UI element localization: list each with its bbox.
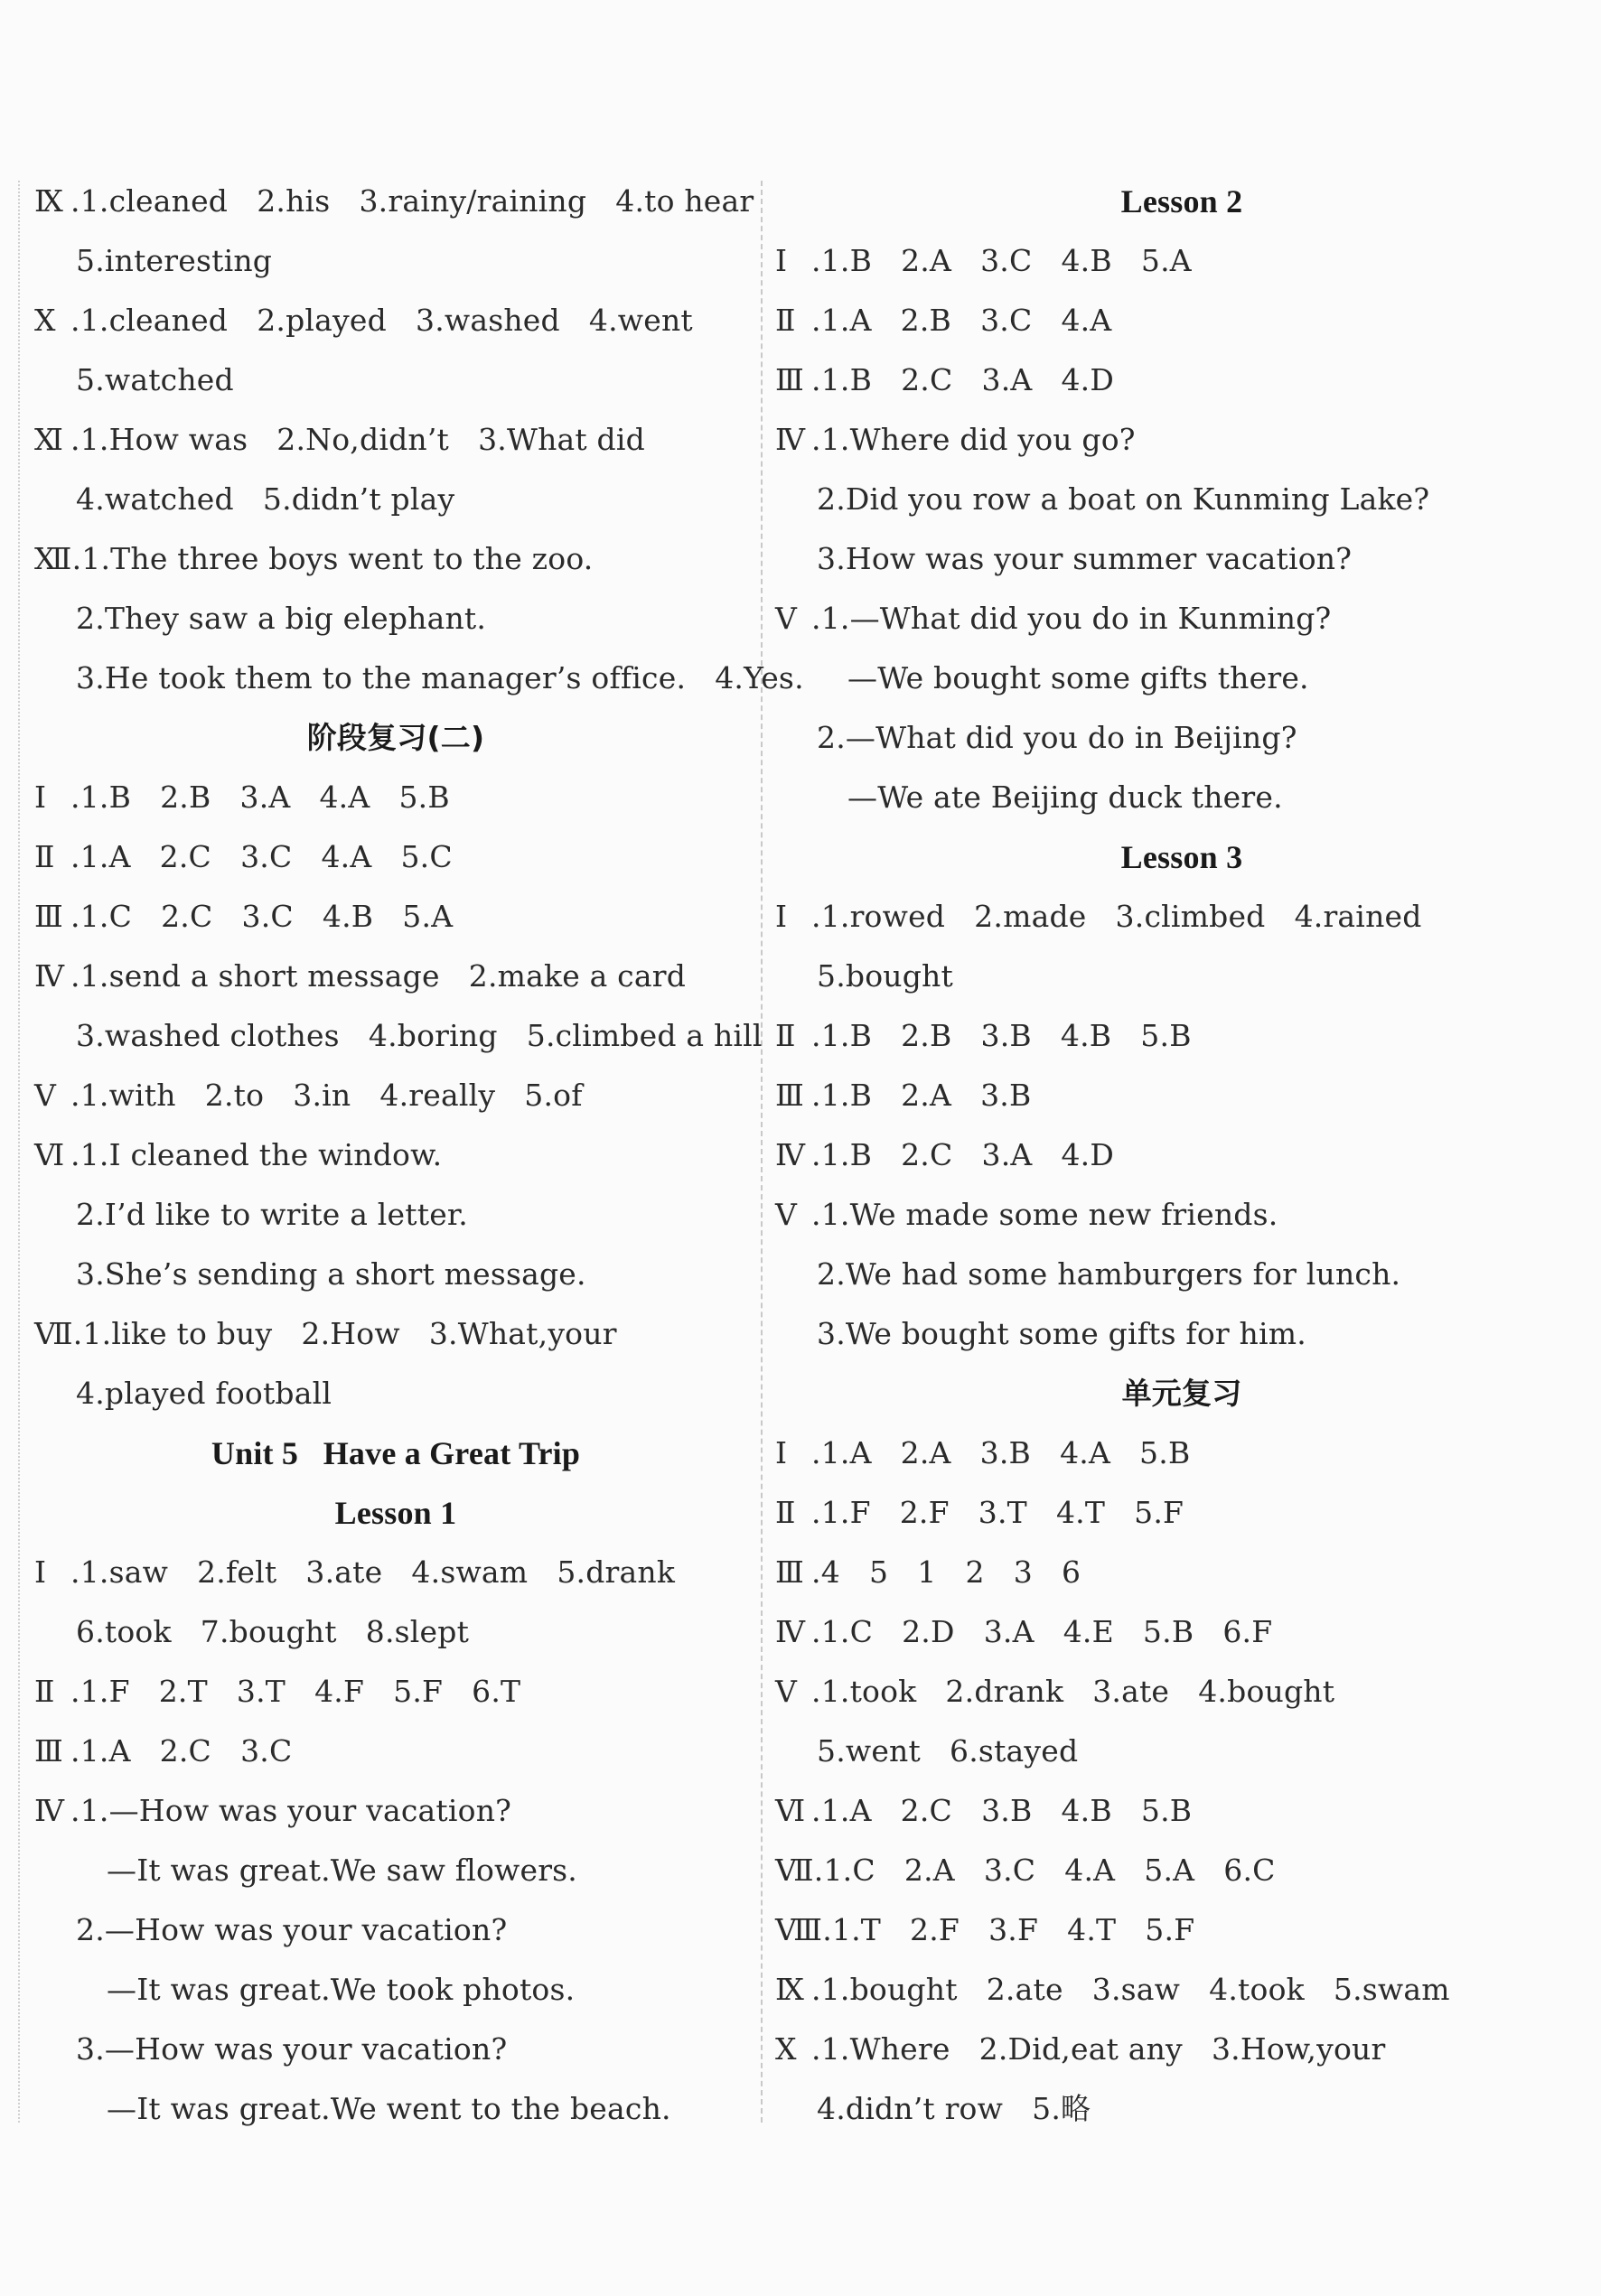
answer-text: .1.send a short message 2.make a card [70,958,687,994]
roman-numeral: Ⅻ [34,541,72,576]
answer-continuation: —It was great.We went to the beach. [107,2091,671,2126]
answer-item [775,1066,1588,1125]
answer-text: .1.A 2.C 3.C 4.A 5.C [70,839,453,874]
answer-text: .1.A 2.B 3.C 4.A [811,303,1112,338]
answer-text: .1.I cleaned the window. [70,1137,443,1172]
answer-item [775,1841,1588,1900]
answer-continuation: 3.We bought some gifts for him. [817,1316,1306,1351]
answer-continuation: —It was great.We saw flowers. [107,1853,577,1888]
roman-numeral: Ⅹ [775,2031,797,2067]
roman-numeral: Ⅰ [775,243,788,278]
roman-numeral: Ⅶ [775,1853,814,1888]
section-heading: Lesson 1 [334,1495,457,1531]
roman-numeral: Ⅳ [775,1614,806,1649]
roman-numeral: Ⅰ [775,899,788,934]
roman-numeral: Ⅸ [775,1972,805,2007]
answer-continuation: 3.She’s sending a short message. [76,1256,586,1292]
answer-item [775,1483,1588,1543]
answer-continuation: —We bought some gifts there. [847,660,1309,695]
answer-text: .1.F 2.T 3.T 4.F 5.F 6.T [70,1674,521,1709]
roman-numeral: Ⅹ [34,303,56,338]
section-heading: Lesson 3 [1120,839,1243,875]
answer-item [775,589,1588,649]
answer-item [775,291,1588,350]
answer-item [775,231,1588,291]
roman-numeral: Ⅷ [775,1912,823,1947]
answer-item [775,1423,1588,1483]
answer-continuation: 2.I’d like to write a letter. [76,1197,468,1232]
answer-item [775,410,1588,470]
answer-continuation: 5.interesting [76,243,273,278]
answer-item [34,1662,757,1722]
section-heading: Unit 5 Have a Great Trip [211,1435,581,1471]
answer-text: .1.saw 2.felt 3.ate 4.swam 5.drank [70,1554,676,1590]
roman-numeral: Ⅳ [34,958,65,994]
answer-text: .1.took 2.drank 3.ate 4.bought [811,1674,1335,1709]
roman-numeral: Ⅱ [775,303,796,338]
roman-numeral: Ⅴ [775,601,798,636]
answer-item [34,887,757,947]
answer-continuation: 4.played football [76,1376,332,1411]
answer-item [775,1602,1588,1662]
answer-item [34,1781,757,1841]
answer-continuation: 2.—How was your vacation? [76,1912,508,1947]
answer-item [775,1960,1588,2020]
answer-item [775,1900,1588,1960]
answer-continuation: —It was great.We took photos. [107,1972,576,2007]
roman-numeral: Ⅳ [775,422,806,457]
roman-numeral: Ⅲ [775,362,805,397]
answer-item [775,2020,1588,2079]
answer-continuation: 2.Did you row a boat on Kunming Lake? [817,481,1430,517]
answer-continuation: 5.went 6.stayed [817,1733,1079,1769]
roman-numeral: Ⅸ [34,183,64,219]
answer-text: .4 5 1 2 3 6 [811,1554,1081,1590]
answer-continuation: 2.They saw a big elephant. [76,601,487,636]
roman-numeral: Ⅶ [34,1316,73,1351]
answer-text: .1.Where did you go? [811,422,1136,457]
section-heading: 单元复习 [1121,1376,1242,1411]
answer-text: .1.B 2.A 3.B [811,1078,1032,1113]
roman-numeral: Ⅴ [775,1197,798,1232]
answer-item [775,887,1588,947]
roman-numeral: Ⅱ [34,1674,55,1709]
answer-item [34,1722,757,1781]
roman-numeral: Ⅵ [775,1793,806,1828]
answer-text: .1.bought 2.ate 3.saw 4.took 5.swam [811,1972,1450,2007]
answer-item [34,172,757,231]
section-heading: Lesson 2 [1120,183,1243,219]
roman-numeral: Ⅱ [34,839,55,874]
answer-text: .1.F 2.F 3.T 4.T 5.F [811,1495,1184,1530]
answer-continuation: 3.He took them to the manager’s office. 4.Yes. [76,660,804,695]
answer-text: .1.T 2.F 3.F 4.T 5.F [822,1912,1195,1947]
answer-text: .1.A 2.A 3.B 4.A 5.B [811,1435,1191,1470]
roman-numeral: Ⅴ [34,1078,57,1113]
roman-numeral: Ⅰ [34,1554,47,1590]
answer-text: .1.Where 2.Did,eat any 3.How,your [811,2031,1386,2067]
answer-text: .1.How was 2.No,didn’t 3.What did [70,422,645,457]
answer-text: .1.A 2.C 3.C [70,1733,293,1769]
answer-continuation: 4.watched 5.didn’t play [76,481,455,517]
answer-text: .1.The three boys went to the zoo. [71,541,594,576]
section-heading: 阶段复习(二) [306,720,485,755]
roman-numeral: Ⅳ [34,1793,65,1828]
answer-text: .1.B 2.A 3.C 4.B 5.A [811,243,1192,278]
roman-numeral: Ⅰ [775,1435,788,1470]
answer-item [775,1781,1588,1841]
answer-item [34,1125,757,1185]
answer-text: .1.—How was your vacation? [70,1793,512,1828]
roman-numeral: Ⅵ [34,1137,65,1172]
answer-item [34,827,757,887]
answer-text: .1.C 2.D 3.A 4.E 5.B 6.F [811,1614,1273,1649]
answer-text: .1.—What did you do in Kunming? [811,601,1332,636]
roman-numeral: Ⅳ [775,1137,806,1172]
answer-item [34,768,757,827]
answer-continuation: 3.washed clothes 4.boring 5.climbed a hill [76,1018,763,1053]
answer-continuation: 3.How was your summer vacation? [817,541,1353,576]
answer-text: .1.B 2.C 3.A 4.D [811,362,1115,397]
answer-item [34,529,757,589]
answer-item [34,1543,757,1602]
answer-text: .1.with 2.to 3.in 4.really 5.of [70,1078,583,1113]
answer-item [775,1125,1588,1185]
roman-numeral: Ⅲ [775,1078,805,1113]
answer-text: .1.A 2.C 3.B 4.B 5.B [811,1793,1193,1828]
column-divider [761,181,763,2123]
answer-text: .1.C 2.C 3.C 4.B 5.A [70,899,454,934]
roman-numeral: Ⅴ [775,1674,798,1709]
answer-continuation: 6.took 7.bought 8.slept [76,1614,470,1649]
answer-text: .1.cleaned 2.played 3.washed 4.went [70,303,693,338]
roman-numeral: Ⅲ [34,899,64,934]
roman-numeral: Ⅺ [34,422,64,457]
answer-continuation: 5.watched [76,362,234,397]
answer-text: .1.B 2.C 3.A 4.D [811,1137,1115,1172]
answer-continuation: 5.bought [817,958,953,994]
answer-item [34,1066,757,1125]
answer-text: .1.cleaned 2.his 3.rainy/raining 4.to hear [70,183,754,219]
answer-item [34,410,757,470]
answer-continuation: 3.—How was your vacation? [76,2031,508,2067]
answer-text: .1.rowed 2.made 3.climbed 4.rained [811,899,1422,934]
answer-continuation: 4.didn’t row 5.略 [817,2091,1091,2126]
answer-item [775,1662,1588,1722]
answer-text: .1.We made some new friends. [811,1197,1278,1232]
roman-numeral: Ⅲ [34,1733,64,1769]
roman-numeral: Ⅱ [775,1495,796,1530]
answer-item [775,350,1588,410]
answer-continuation: 2.—What did you do in Beijing? [817,720,1297,755]
roman-numeral: Ⅲ [775,1554,805,1590]
answer-text: .1.B 2.B 3.B 4.B 5.B [811,1018,1192,1053]
answer-item [34,291,757,350]
answer-item [775,1185,1588,1245]
answer-text: .1.like to buy 2.How 3.What,your [72,1316,617,1351]
answer-continuation: —We ate Beijing duck there. [847,779,1283,815]
answer-text: .1.C 2.A 3.C 4.A 5.A 6.C [813,1853,1276,1888]
roman-numeral: Ⅱ [775,1018,796,1053]
answer-item [34,947,757,1006]
answer-item [775,1006,1588,1066]
answer-item [34,1304,757,1364]
answer-text: .1.B 2.B 3.A 4.A 5.B [70,779,450,815]
answer-continuation: 2.We had some hamburgers for lunch. [817,1256,1401,1292]
right-column [775,172,1588,2139]
roman-numeral: Ⅰ [34,779,47,815]
answer-item [775,1543,1588,1602]
left-margin-rule [18,181,20,2123]
